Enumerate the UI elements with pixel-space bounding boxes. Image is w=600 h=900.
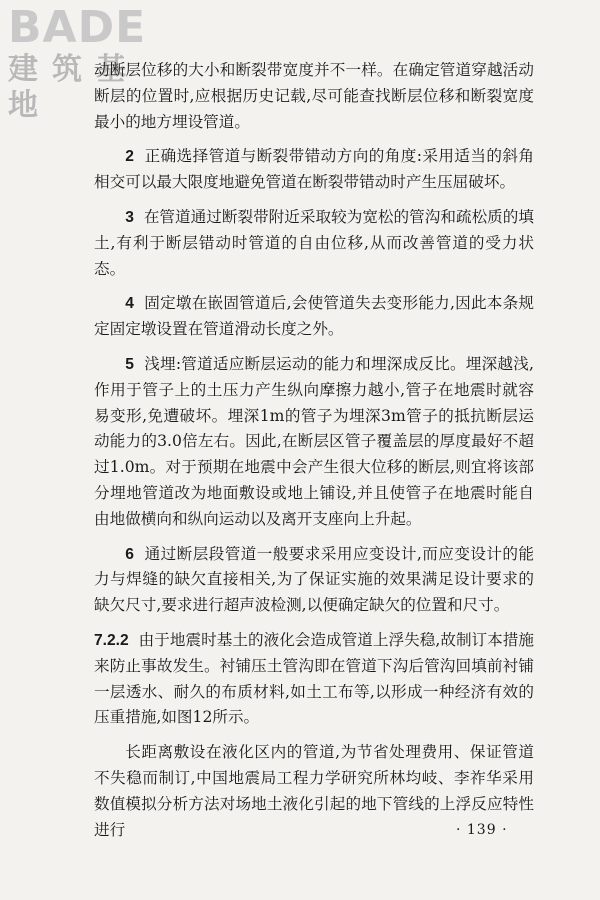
paragraph-item-2 <box>94 144 534 196</box>
paragraph-item-3 <box>94 205 534 282</box>
watermark-logo-latin: BADE <box>8 2 147 53</box>
paragraph-text: 动断层位移的大小和断裂带宽度并不一样。在确定管道穿越活动断层的位置时,应根据历史记载,尽可能查找断层位移和断裂宽度最小的地方埋设管道。 <box>94 61 534 131</box>
paragraph-item-6 <box>94 542 534 619</box>
paragraph-text: 正确选择管道与断裂带错动方向的角度:采用适当的斜角相交可以最大限度地避免管道在断裂带错动时产生压屈破坏。 <box>94 147 534 192</box>
page-number: · 139 · <box>456 822 508 838</box>
watermark-logo-cjk: 建筑基地 <box>8 52 140 123</box>
paragraph-text: 通过断层段管道一般要求采用应变设计,而应变设计的能力与焊缝的缺欠直接相关,为了保证实施的效果满足设计要求的缺欠尺寸,要求进行超声波检测,以便确定缺欠的位置和尺寸。 <box>94 544 534 615</box>
clause-number: 7.2.2 <box>94 631 129 649</box>
paragraph-item-5 <box>94 352 534 533</box>
item-number: 5 <box>125 355 134 373</box>
paragraph-item-4 <box>94 291 534 343</box>
paragraph-continued <box>94 58 534 135</box>
clause-text: 由于地震时基土的液化会造成管道上浮失稳,故制订本措施来防止事故发生。衬铺压土管沟即在管道下沟后管沟回填前衬铺一层透水、耐久的布质材料,如土工布等,以形成一种经济有效的压重措施,如图12所示。 <box>94 630 534 727</box>
item-number: 3 <box>125 208 134 226</box>
paragraph-text: 固定墩在嵌固管道后,会使管道失去变形能力,因此本条规定固定墩设置在管道滑动长度之外。 <box>94 294 534 339</box>
clause-7-2-2 <box>94 628 534 731</box>
page-body <box>94 58 534 843</box>
paragraph-text: 长距离敷设在液化区内的管道,为节省处理费用、保证管道不失稳而制订,中国地震局工程力学研究所林均岐、李祚华采用数值模拟分析方法对场地土液化引起的地下管线的上浮反应特性进行 <box>94 743 534 839</box>
paragraph-text: 在管道通过断裂带附近采取较为宽松的管沟和疏松质的填土,有利于断层错动时管道的自由位移,从而改善管道的受力状态。 <box>94 207 534 278</box>
item-number: 6 <box>125 545 134 563</box>
item-number: 4 <box>125 295 134 313</box>
item-number: 2 <box>125 148 134 166</box>
paragraph-text: 浅埋:管道适应断层运动的能力和埋深成反比。埋深越浅,作用于管子上的土压力产生纵向摩擦力越小,管子在地震时就容易变形,免遭破坏。埋深1m的管子为埋深3m管子的抵抗断层运动能力的3.0倍左右。因此,在断层区管子覆盖层的厚度最好不超过1.0m。对于预期在地震中会产生很大位移的断层,则宜将该部分埋地管道改为地面敷设或地上铺设,并且使管子在地震时能自由地做横向和纵向运动以及离开支座向上升起。 <box>94 354 534 528</box>
